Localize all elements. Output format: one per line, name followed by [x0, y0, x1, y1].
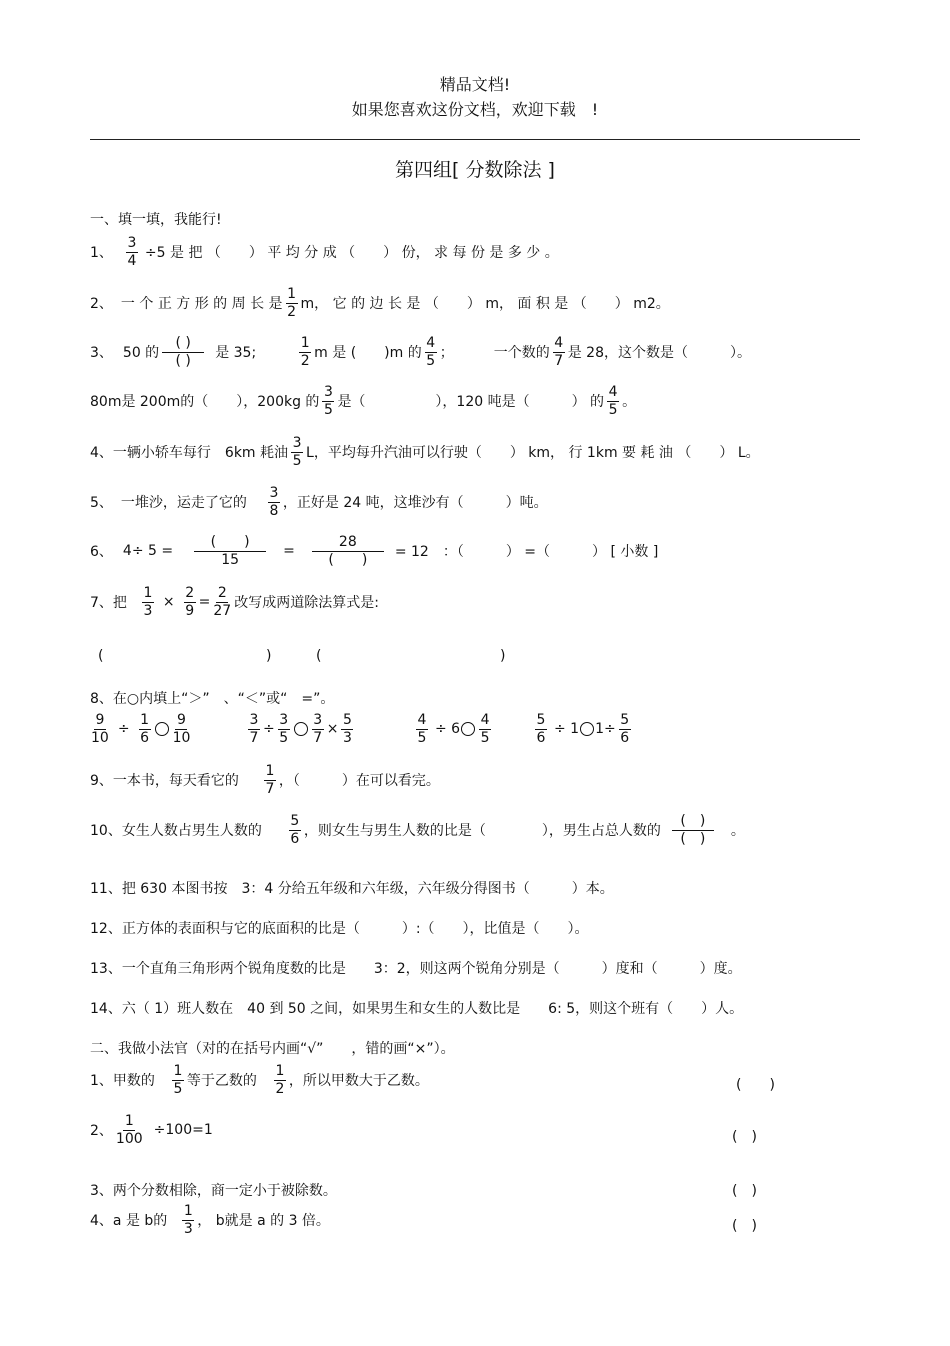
answer-blank-close-2: ) [500, 648, 506, 664]
answer-blank-close-1: ) [266, 648, 272, 664]
question-2: 2、 一 个 正 方 形 的 周 长 是 $\frac{1}{2}$ m， 它 的 边 长 是 （ ） m， 面 积 是 （ ） m2。 [90, 286, 670, 320]
fraction-blank: $\frac{28}{( )}$ [312, 535, 384, 567]
fraction: $\frac{3}{5}$ [292, 435, 302, 469]
compare-circle[interactable] [155, 722, 169, 736]
fraction: $\frac{1}{3}$ [143, 585, 153, 619]
section-2-heading: 二、我做小法官（对的在括号内画“√” ，错的画“×”）。 [90, 1041, 455, 1057]
question-11: 11、 把 630 本图书按 3：4 分给五年级和六年级，六年级分得图书（ ）本。 [90, 881, 614, 897]
compare-expression-1: $\frac{9}{10}$ ÷ $\frac{1}{6}$ $\frac{9}{10}$ [91, 712, 191, 746]
question-3-continued: 80m是 200m的（ ），200kg 的 $\frac{3}{5}$ 是（ ），120 吨是（ ） 的 $\frac{4}{5}$ 。 [90, 384, 637, 418]
fraction: $\frac{5}{6}$ [290, 813, 300, 847]
fraction: $\frac{3}{5}$ [323, 384, 333, 418]
fraction: $\frac{1}{2}$ [287, 286, 296, 320]
question-12: 12、 正方体的表面积与它的底面积的比是（ ）:（ ），比值是（ ）。 [90, 921, 589, 937]
fraction: $\frac{2}{27}$ [213, 585, 232, 619]
compare-circle[interactable] [461, 722, 475, 736]
answer-blank-open-2: ( [316, 648, 322, 664]
fraction: $\frac{1}{2}$ [300, 335, 310, 369]
compare-expression-3: $\frac{4}{5}$ ÷ 6 $\frac{4}{5}$ [417, 712, 490, 746]
judge-1-answer[interactable]: ( ) [736, 1077, 775, 1093]
fraction: $\frac{4}{5}$ [608, 384, 618, 418]
judge-2-answer[interactable]: ( ) [732, 1129, 757, 1145]
question-9: 9、 一本书，每天看它的 $\frac{1}{7}$ ，（ ）在可以看完。 [90, 763, 440, 797]
fraction: $\frac{3}{8}$ [269, 485, 279, 519]
judge-4: 4、 a 是 b的 $\frac{1}{3}$ ， b就是 a 的 3 倍。 [90, 1203, 330, 1237]
section-1-heading: 一、填一填，我能行! [90, 212, 222, 228]
fraction: $\frac{2}{9}$ [185, 585, 195, 619]
header-line-1: 精品文档! [439, 75, 511, 94]
fraction: $\frac{3}{4}$ [127, 235, 137, 269]
judge-3: 3、 两个分数相除，商一定小于被除数。 [90, 1183, 337, 1199]
question-7: 7、 把 $\frac{1}{3}$ × $\frac{2}{9}$ = $\frac{2}{27}$ 改写成两道除法算式是: [90, 585, 379, 619]
fraction-blank: $\frac{( )}{( )}$ [672, 814, 714, 846]
header-divider [90, 139, 860, 140]
fraction-blank: $\frac{( )}{( )}$ [162, 336, 204, 368]
judge-1: 1、 甲数的 $\frac{1}{5}$ 等于乙数的 $\frac{1}{2}$ ，所以甲数大于乙数。 [90, 1063, 429, 1097]
fraction: $\frac{4}{7}$ [554, 335, 564, 369]
question-14: 14、 六（ 1）班人数在 40 到 50 之间，如果男生和女生的人数比是 6: 5，则这个班有（ ）人。 [90, 1001, 744, 1017]
compare-circle[interactable] [294, 722, 308, 736]
fraction: $\frac{4}{5}$ [426, 335, 436, 369]
question-1: 1、 $\frac{3}{4}$ ÷5 是 把 （ ） 平 均 分 成 （ ） 份， 求 每 份 是 多 少 。 [90, 235, 559, 269]
compare-expression-2: $\frac{3}{7}$ ÷ $\frac{3}{5}$ $\frac{3}{7}$ × $\frac{5}{3}$ [249, 712, 352, 746]
question-13: 13、 一个直角三角形两个锐角度数的比是 3：2，则这两个锐角分别是（ ）度和（ ）度。 [90, 961, 742, 977]
question-4: 4、 一辆小轿车每行 6km 耗油 $\frac{3}{5}$ L，平均每升汽油可以行驶（ ） km， 行 1km 要 耗 油 （ ） L。 [90, 435, 760, 469]
question-5: 5、 一堆沙，运走了它的 $\frac{3}{8}$ ，正好是 24 吨，这堆沙有（ ）吨。 [90, 485, 548, 519]
question-8: 8、 在○内填上“＞” 、“＜”或“ =”。 [90, 691, 335, 707]
judge-3-answer[interactable]: ( ) [732, 1183, 757, 1199]
question-10: 10、 女生人数占男生人数的 $\frac{5}{6}$ ，则女生与男生人数的比是（ ），男生占总人数的 $\frac{( )}{( )}$ 。 [90, 813, 745, 847]
question-3: 3、 50 的 $\frac{( )}{( )}$ 是 35; $\frac{1}{2}$ m 是 ( )m 的 $\frac{4}{5}$ ； 一个数的 $\frac{4}{7}$ 是 28，这个数是（ ）。 [90, 335, 751, 369]
compare-circle[interactable] [580, 722, 594, 736]
fraction: $\frac{1}{7}$ [265, 763, 275, 797]
question-6: 6、 4÷ 5 = $\frac{( )}{15}$ = $\frac{28}{( )}$ = 12 ：（ ） =（ ） [ 小数 ] [90, 534, 659, 568]
answer-blank-open-1: ( [98, 648, 104, 664]
fraction-blank: $\frac{( )}{15}$ [194, 535, 266, 567]
judge-2: 2、 $\frac{1}{100}$ ÷100=1 [90, 1113, 213, 1147]
judge-4-answer[interactable]: ( ) [732, 1218, 757, 1234]
header-line-2: 如果您喜欢这份文档，欢迎下载 ! [351, 100, 599, 119]
compare-expression-4: $\frac{5}{6}$ ÷ 1 1÷ $\frac{5}{6}$ [536, 712, 630, 746]
page-title: 第四组[ 分数除法 ] [395, 159, 555, 181]
